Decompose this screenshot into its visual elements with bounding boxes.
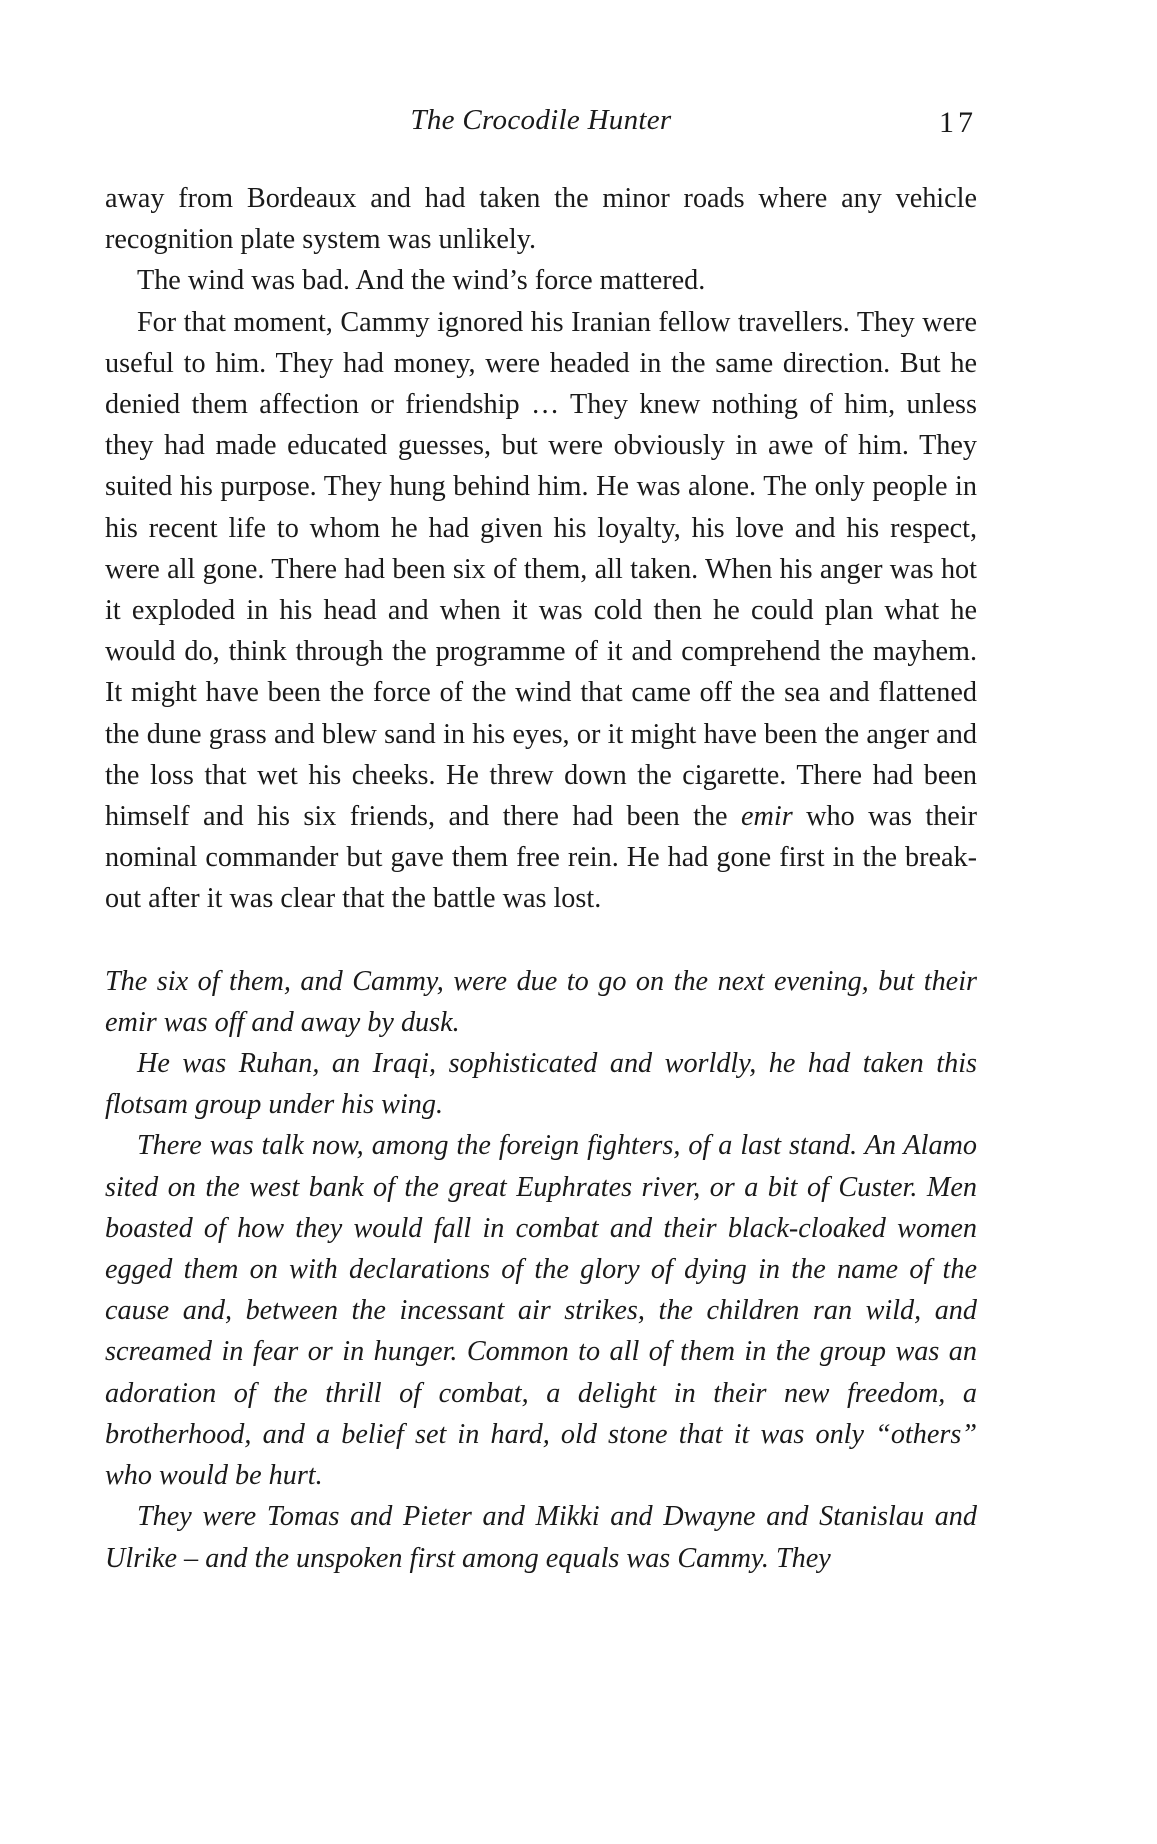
section-break <box>105 920 977 961</box>
paragraph-text-end: who was their nominal commander but gave them free rein. He had gone first in the break-out after it was clear that the battle was lost. <box>105 801 978 915</box>
running-title: The Crocodile Hunter <box>410 104 672 136</box>
page-header <box>105 104 977 144</box>
italic-paragraph: They were Tomas and Pieter and Mikki and Dwayne and Stanislau and Ulrike – and the unspoken first among equals was Cammy. They <box>105 1501 977 1574</box>
italic-flashback-section <box>105 961 977 1579</box>
paragraph-text: For that moment, Cammy ignored his Iranian fellow travellers. They were useful to him. They had money, were headed in the same direction. But he denied them affection or friendship … They knew nothing of him, unless they had made educated guesses, but were obviously in awe of him. They suited his purpose. They hung behind him. He was alone. The only people in his recent life to whom he had given his loyalty, his love and his respect, were all gone. There had been six of them, all taken. When his anger was hot it exploded in his head and when it was cold then he could plan what he would do, think through the programme of it and comprehend the mayhem. It might have been the force of the wind that came off the sea and flattened the dune grass and blew sand in his eyes, or it might have been the anger and the loss that wet his cheeks. He threw down the cigarette. There had been himself and his six friends, and there had been the <box>105 306 977 833</box>
paragraph: away from Bordeaux and had taken the minor roads where any vehicle recognition plate system was unlikely. <box>105 183 977 256</box>
page-body <box>105 178 977 1579</box>
paragraph <box>105 302 977 920</box>
emphasis-emir: emir <box>741 801 793 833</box>
italic-paragraph: The six of them, and Cammy, were due to go on the next evening, but their emir was off and away by dusk. <box>105 965 977 1038</box>
paragraph: The wind was bad. And the wind’s force mattered. <box>137 265 706 297</box>
italic-paragraph: There was talk now, among the foreign fighters, of a last stand. An Alamo sited on the west bank of the great Euphrates river, or a bit of Custer. Men boasted of how they would fall in combat and their black-cloaked women egged them on with declarations of the glory of dying in the name of the cause and, between the incessant air strikes, the children ran wild, and screamed in fear or in hunger. Common to all of them in the group was an adoration of the thrill of combat, a delight in their new freedom, a brotherhood, and a belief set in hard, old stone that it was only “others” who would be hurt. <box>105 1130 977 1492</box>
page-number: 17 <box>939 106 977 139</box>
italic-paragraph: He was Ruhan, an Iraqi, sophisticated and worldly, he had taken this flotsam group under his wing. <box>105 1048 977 1121</box>
